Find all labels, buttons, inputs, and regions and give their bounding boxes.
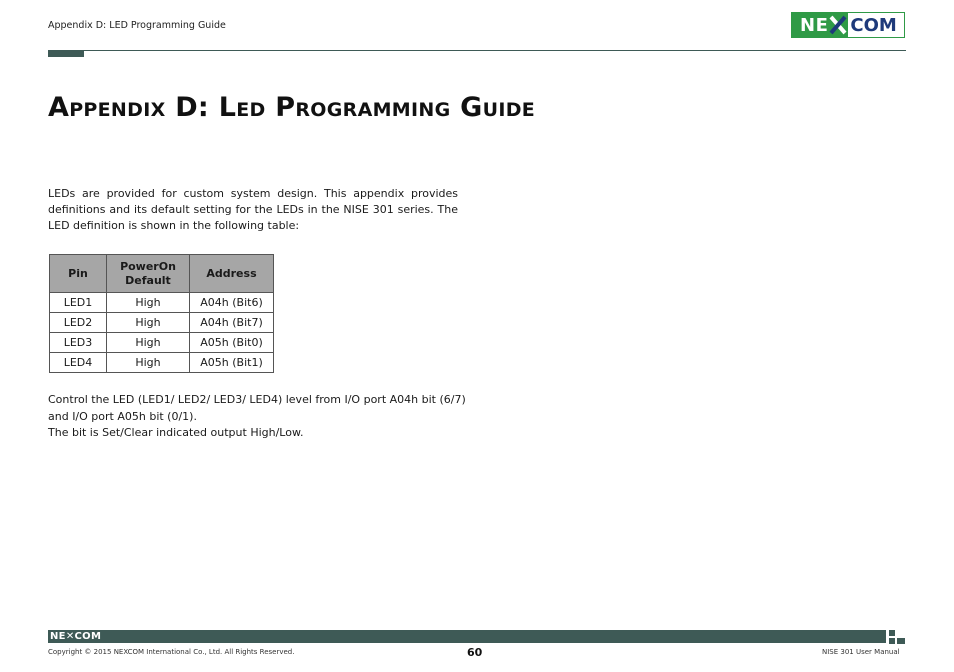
cell-pin: LED1	[50, 293, 107, 313]
cell-address: A04h (Bit7)	[190, 313, 274, 333]
cell-default: High	[107, 333, 190, 353]
column-header-address: Address	[190, 255, 274, 293]
logo-com: COM	[848, 13, 904, 37]
footer-logo-ne: NE	[50, 631, 66, 642]
footer-corner-square-3	[897, 638, 905, 644]
footer-logo	[50, 631, 101, 642]
footer-logo-com: COM	[74, 631, 102, 642]
footer-corner-square-2	[889, 638, 895, 644]
control-text-line2: The bit is Set/Clear indicated output High/Low.	[48, 426, 304, 439]
running-header: Appendix D: LED Programming Guide	[48, 20, 226, 31]
footer-corner-square-1	[889, 630, 895, 636]
cell-pin: LED3	[50, 333, 107, 353]
page-number: 60	[467, 646, 483, 659]
footer-bar	[48, 630, 886, 643]
cell-default: High	[107, 353, 190, 373]
intro-paragraph: LEDs are provided for custom system design. This appendix provides definitions and its default setting for the LEDs in the NISE 301 series. The LED definition is shown in the following table:	[48, 187, 458, 232]
cell-default: High	[107, 293, 190, 313]
cell-address: A05h (Bit0)	[190, 333, 274, 353]
manual-name: NISE 301 User Manual	[822, 648, 900, 656]
cell-pin: LED2	[50, 313, 107, 333]
nexcom-logo	[791, 12, 905, 38]
table-row	[50, 293, 274, 313]
column-header-pin: Pin	[50, 255, 107, 293]
cell-default: High	[107, 313, 190, 333]
logo-ne: NE	[800, 14, 829, 36]
footer-copyright: Copyright © 2015 NEXCOM International Co., Ltd. All Rights Reserved.	[48, 648, 295, 656]
header-rule-block	[48, 50, 84, 57]
page-title: Appendix D: Led Programming Guide	[48, 92, 536, 123]
header-rule	[48, 50, 906, 51]
cell-pin: LED4	[50, 353, 107, 373]
table-header-row	[50, 255, 274, 293]
cell-address: A05h (Bit1)	[190, 353, 274, 373]
cell-address: A04h (Bit6)	[190, 293, 274, 313]
footer-logo-x-icon: ✕	[65, 631, 75, 642]
column-header-poweron-default: PowerOn Default	[107, 255, 190, 293]
table-row	[50, 313, 274, 333]
table-row	[50, 353, 274, 373]
logo-x-icon	[828, 13, 848, 37]
led-table	[49, 254, 274, 373]
control-paragraph	[48, 392, 468, 442]
table-row	[50, 333, 274, 353]
control-text-line1: Control the LED (LED1/ LED2/ LED3/ LED4) level from I/O port A04h bit (6/7) and I/O port A05h bit (0/1).	[48, 393, 466, 423]
